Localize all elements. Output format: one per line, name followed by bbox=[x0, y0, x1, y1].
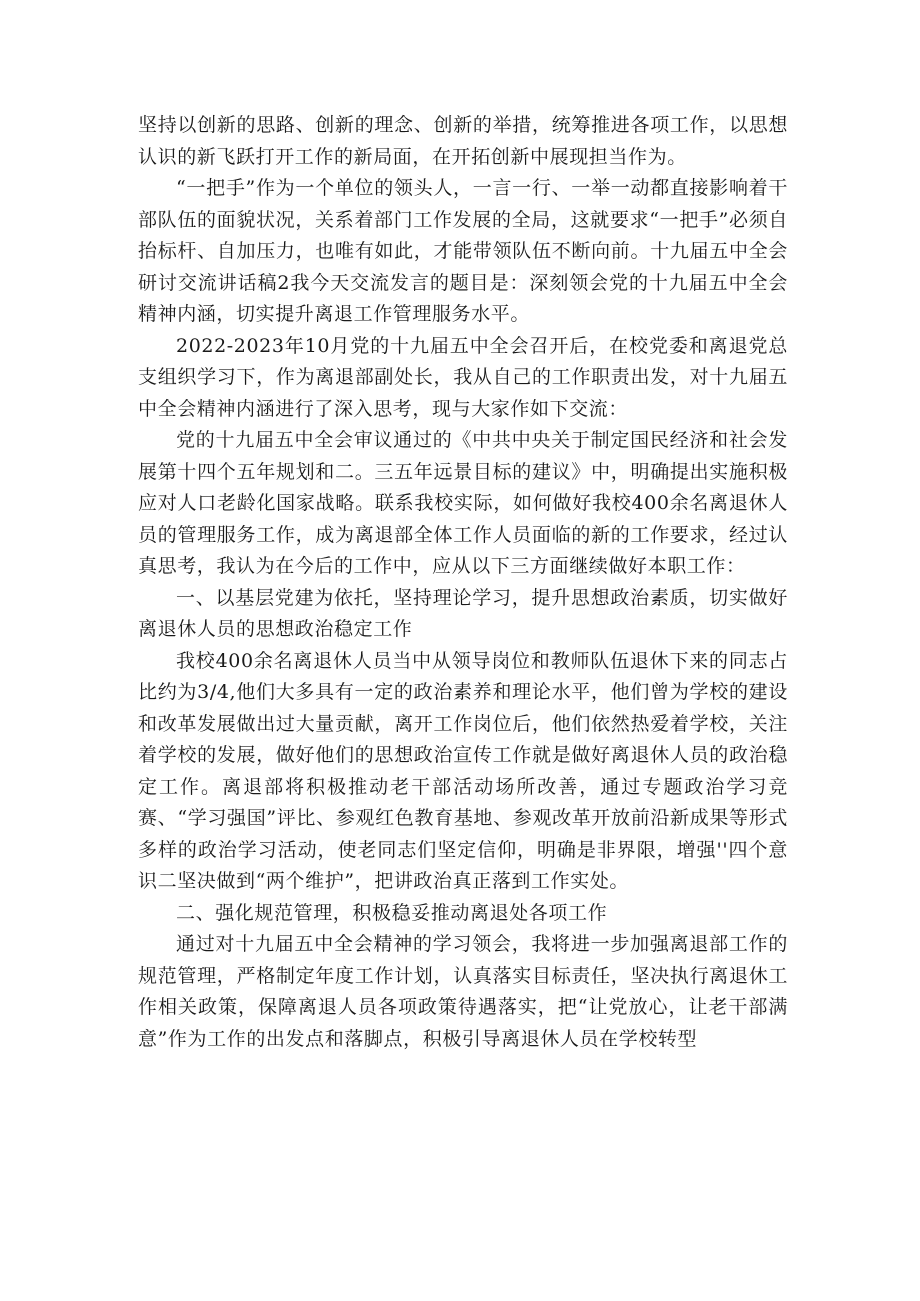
paragraph-five-year-plan: 党的十九届五中全会审议通过的《中共中央关于制定国民经济和社会发展第十四个五年规划和二。三五年远景目标的建议》中，明确提出实施积极应对人口老龄化国家战略。联系我校实际，如何做好我校400余名离退休人员的管理服务工作，成为离退部全体工作人员面临的新的工作要求，经过认真思考，我认为在今后的工作中，应从以下三方面继续做好本职工作： bbox=[138, 429, 788, 577]
section-heading-one: 一、以基层党建为依托，坚持理论学习，提升思想政治素质，切实做好离退休人员的思想政治稳定工作 bbox=[138, 586, 788, 640]
paragraph-plenary-session: 2022-2023年10月党的十九届五中全会召开后，在校党委和离退党总支组织学习下，作为离退部副处长，我从自己的工作职责出发，对十九届五中全会精神内涵进行了深入思考，现与大家作如下交流： bbox=[138, 334, 788, 420]
section-heading-two: 二、强化规范管理，积极稳妥推动离退处各项工作 bbox=[176, 901, 608, 924]
paragraph-political-work: 我校400余名离退休人员当中从领导岗位和教师队伍退休下来的同志占比约为3/4,他们大多具有一定的政治素养和理论水平，他们曾为学校的建设和改革发展做出过大量贡献，离开工作岗位后，他们依然热爱着学校，关注着学校的发展，做好他们的思想政治宣传工作就是做好离退休人员的政治稳定工作。离退部将积极推动老干部活动场所改善，通过专题政治学习竞赛、“学习强国”评比、参观红色教育基地、参观改革开放前沿新成果等形式多样的政治学习活动，使老同志们坚定信仰，明确是非界限，增强''四个意识二坚决做到“两个维护”，把讲政治真正落到工作实处。 bbox=[138, 649, 788, 892]
paragraph-standard-management: 通过对十九届五中全会精神的学习领会，我将进一步加强离退部工作的规范管理，严格制定年度工作计划，认真落实目标责任，坚决执行离退休工作相关政策，保障离退人员各项政策待遇落实，把“让党放心，让老干部满意”作为工作的出发点和落脚点，积极引导离退休人员在学校转型 bbox=[138, 933, 788, 1050]
paragraph-continuation: 坚持以创新的思路、创新的理念、创新的举措，统筹推进各项工作，以思想认识的新飞跃打开工作的新局面，在开拓创新中展现担当作为。 bbox=[138, 114, 788, 168]
paragraph-leader-role: “一把手”作为一个单位的领头人，一言一行、一举一动都直接影响着干部队伍的面貌状况，关系着部门工作发展的全局，这就要求“一把手”必须自抬标杆、自加压力，也唯有如此，才能带领队伍不断向前。十九届五中全会研讨交流讲话稿2我今天交流发言的题目是：深刻领会党的十九届五中全会精神内涵，切实提升离退工作管理服务水平。 bbox=[138, 177, 788, 325]
document-body bbox=[138, 110, 788, 1055]
